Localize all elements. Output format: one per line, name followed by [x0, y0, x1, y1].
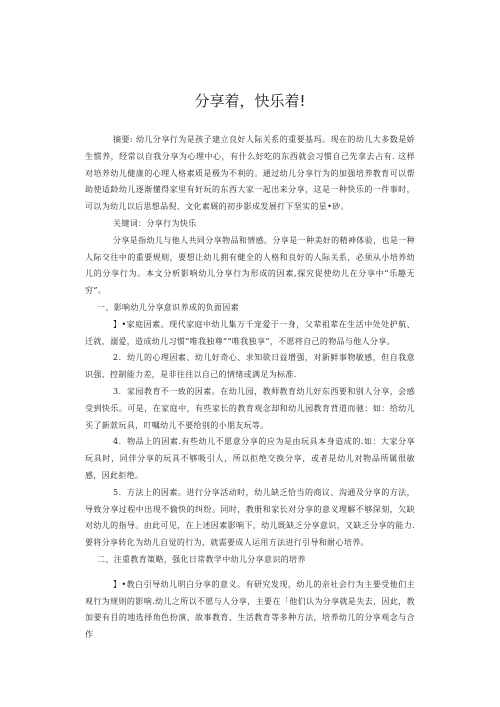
- list-item-2: 2．幼儿的心理因素、幼儿好奇心、求知欲日益增强，对新鲜事物敏感，但自我意识强、控制能力差，是非往往以自己的情绪或满足为标准.: [85, 353, 415, 380]
- list-item-4: 4．物品上的因素.有些幼儿不愿意分享的应为是由玩具本身造成的.如：大家分享玩具时，同伴分享的玩具不够吸引人，所以拒绝交换分享，或者是幼儿对物品所属很敏感，因此拒绝。: [85, 437, 415, 480]
- keywords-line: 关键词：分享行为快乐: [113, 218, 197, 228]
- intro-paragraph: 分享是指幼儿与他人共同分享物品和情感。分享是一种美好的精神体验，也是一种人际交往中的重要规则，要想让幼儿拥有健全的人格和良好的人际关系，必须从小培养幼儿的分享行为。本文分析影响幼儿分享行为形成的因素,探究促使幼儿在分享中“乐趣无穷”。: [85, 235, 415, 296]
- section-heading-1: 一、影响幼儿分享意识养成的负面因素: [97, 302, 239, 312]
- list-item-3: 3．家园教育不一致的因素。在幼儿园，教师教育幼儿好东西要和别人分享，会感受到快乐。可是，在家庭中，有些家长的教育观念却和幼儿园教育背道而驰：如：给幼儿买了新款玩具，叮嘱幼儿不要给别的小朋友玩等。: [85, 386, 415, 430]
- abstract-paragraph: 摘要: 幼儿分享行为是孩子建立良好人际关系的重要基玛。现在的幼儿大多数是娇生惯养，经常以自我分享为心理中心，有什么好吃的东西就会习惯自己先拿去占有. 这样对培养幼儿健康的心理人格素质是极为不利的。通过幼儿分享行为的加强培养教育可以帮助使适龄幼儿逐渐懂得家里有好玩的东西大家一起出来分享，这是一种快乐的一件事时，可以为幼儿以后思想品倪、文化素厩的初步影成发展打下坚实的星•砂。: [85, 135, 415, 212]
- section-heading-2: 二、注重教育策略，强化日常教学中幼儿分享意识的培养: [97, 554, 306, 564]
- list-item-6: 】•教白引导幼儿明白分享的意义。有研究发现，幼儿的亲社会行为主要受他们主观行为规则的影响.幼儿之所以不愿与人分享，主要在「他们认为分享就是失去，因此，教加要有目的地选择角色扮演、故事教育、生活教育等多种方法，培养幼儿的分享观念与合作: [85, 579, 415, 640]
- list-item-1: 】•家庭因素。现代家庭中幼儿集万千宠爱于一身，父辈祖辈在生活中处处护航、迁就，溺爱，造成幼儿习惯“唯我独尊”“唯我独享”，不愿将自己的物品与他人分享。: [85, 319, 415, 346]
- document-body: [85, 132, 415, 644]
- document-title: 分享着，快乐着!: [194, 92, 306, 110]
- list-item-5: 5．方法上的因素。进行分享活动时，幼儿缺乏恰当的商议、沟通及分享的方法，导致分享过程中出现不愉快的纠纷。同时，教册和家长对分享的意义理解不够深刻，欠缺对幼儿的指导。由此可见，在上述因素影响下，幼儿既缺乏分享意识，又缺乏分享的能力.要将分享转化为幼儿自觉的行为，就需要成人运用方法进行引导和耐心培养。: [85, 487, 415, 548]
